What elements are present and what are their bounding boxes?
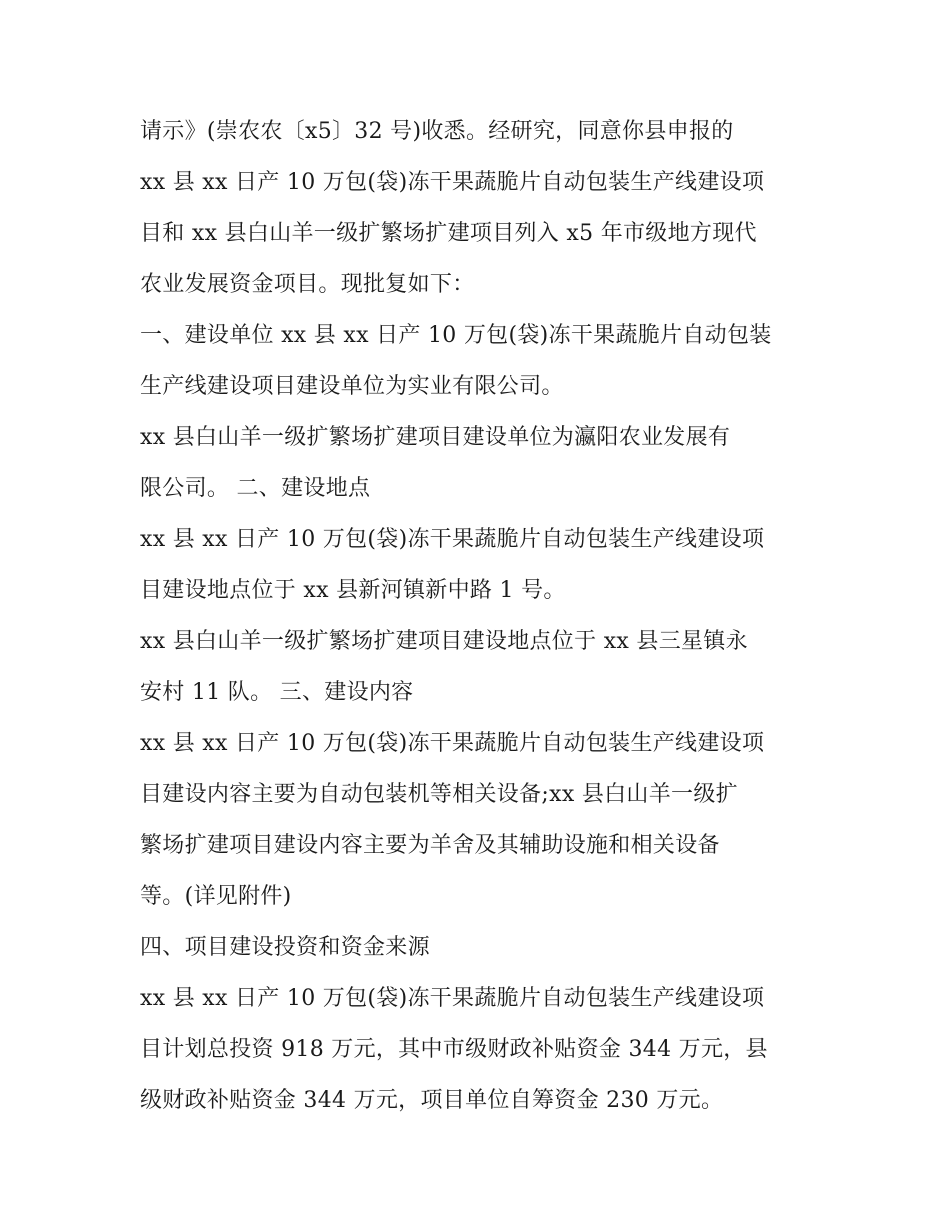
text-line: 目和 xx 县白山羊一级扩繁场扩建项目列入 x5 年市级地方现代 xyxy=(140,221,757,246)
text-line: 请示》(崇农农〔x5〕32 号)收悉。经研究，同意你县申报的 xyxy=(140,119,734,144)
text-line: xx 县白山羊一级扩繁场扩建项目建设地点位于 xx 县三星镇永 xyxy=(140,629,748,654)
text-line: xx 县 xx 日产 10 万包(袋)冻干果蔬脆片自动包装生产线建设项 xyxy=(140,527,765,552)
text-line: xx 县 xx 日产 10 万包(袋)冻干果蔬脆片自动包装生产线建设项 xyxy=(140,731,765,756)
text-line: 目建设内容主要为自动包装机等相关设备;xx 县白山羊一级扩 xyxy=(140,782,738,807)
text-line: xx 县 xx 日产 10 万包(袋)冻干果蔬脆片自动包装生产线建设项 xyxy=(140,986,765,1011)
text-line: 目建设地点位于 xx 县新河镇新中路 1 号。 xyxy=(140,578,566,603)
text-line: 生产线建设项目建设单位为实业有限公司。 xyxy=(140,374,564,399)
text-line: 等。(详见附件) xyxy=(140,884,292,909)
text-line: 农业发展资金项目。现批复如下： xyxy=(140,272,475,297)
text-line: 级财政补贴资金 344 万元，项目单位自筹资金 230 万元。 xyxy=(140,1088,724,1113)
document-page xyxy=(140,106,820,1126)
text-line: 繁场扩建项目建设内容主要为羊舍及其辅助设施和相关设备 xyxy=(140,833,720,858)
text-line: xx 县白山羊一级扩繁场扩建项目建设单位为瀛阳农业发展有 xyxy=(140,425,731,450)
section-heading-line: 限公司。 二、建设地点 xyxy=(140,476,371,501)
text-line: xx 县 xx 日产 10 万包(袋)冻干果蔬脆片自动包装生产线建设项 xyxy=(140,170,765,195)
section-heading-line: 一、建设单位 xx 县 xx 日产 10 万包(袋)冻干果蔬脆片自动包装 xyxy=(140,323,772,348)
text-line: 目计划总投资 918 万元，其中市级财政补贴资金 344 万元，县 xyxy=(140,1037,768,1062)
section-heading-line: 安村 11 队。 三、建设内容 xyxy=(140,680,414,705)
section-heading-line: 四、项目建设投资和资金来源 xyxy=(140,935,430,960)
